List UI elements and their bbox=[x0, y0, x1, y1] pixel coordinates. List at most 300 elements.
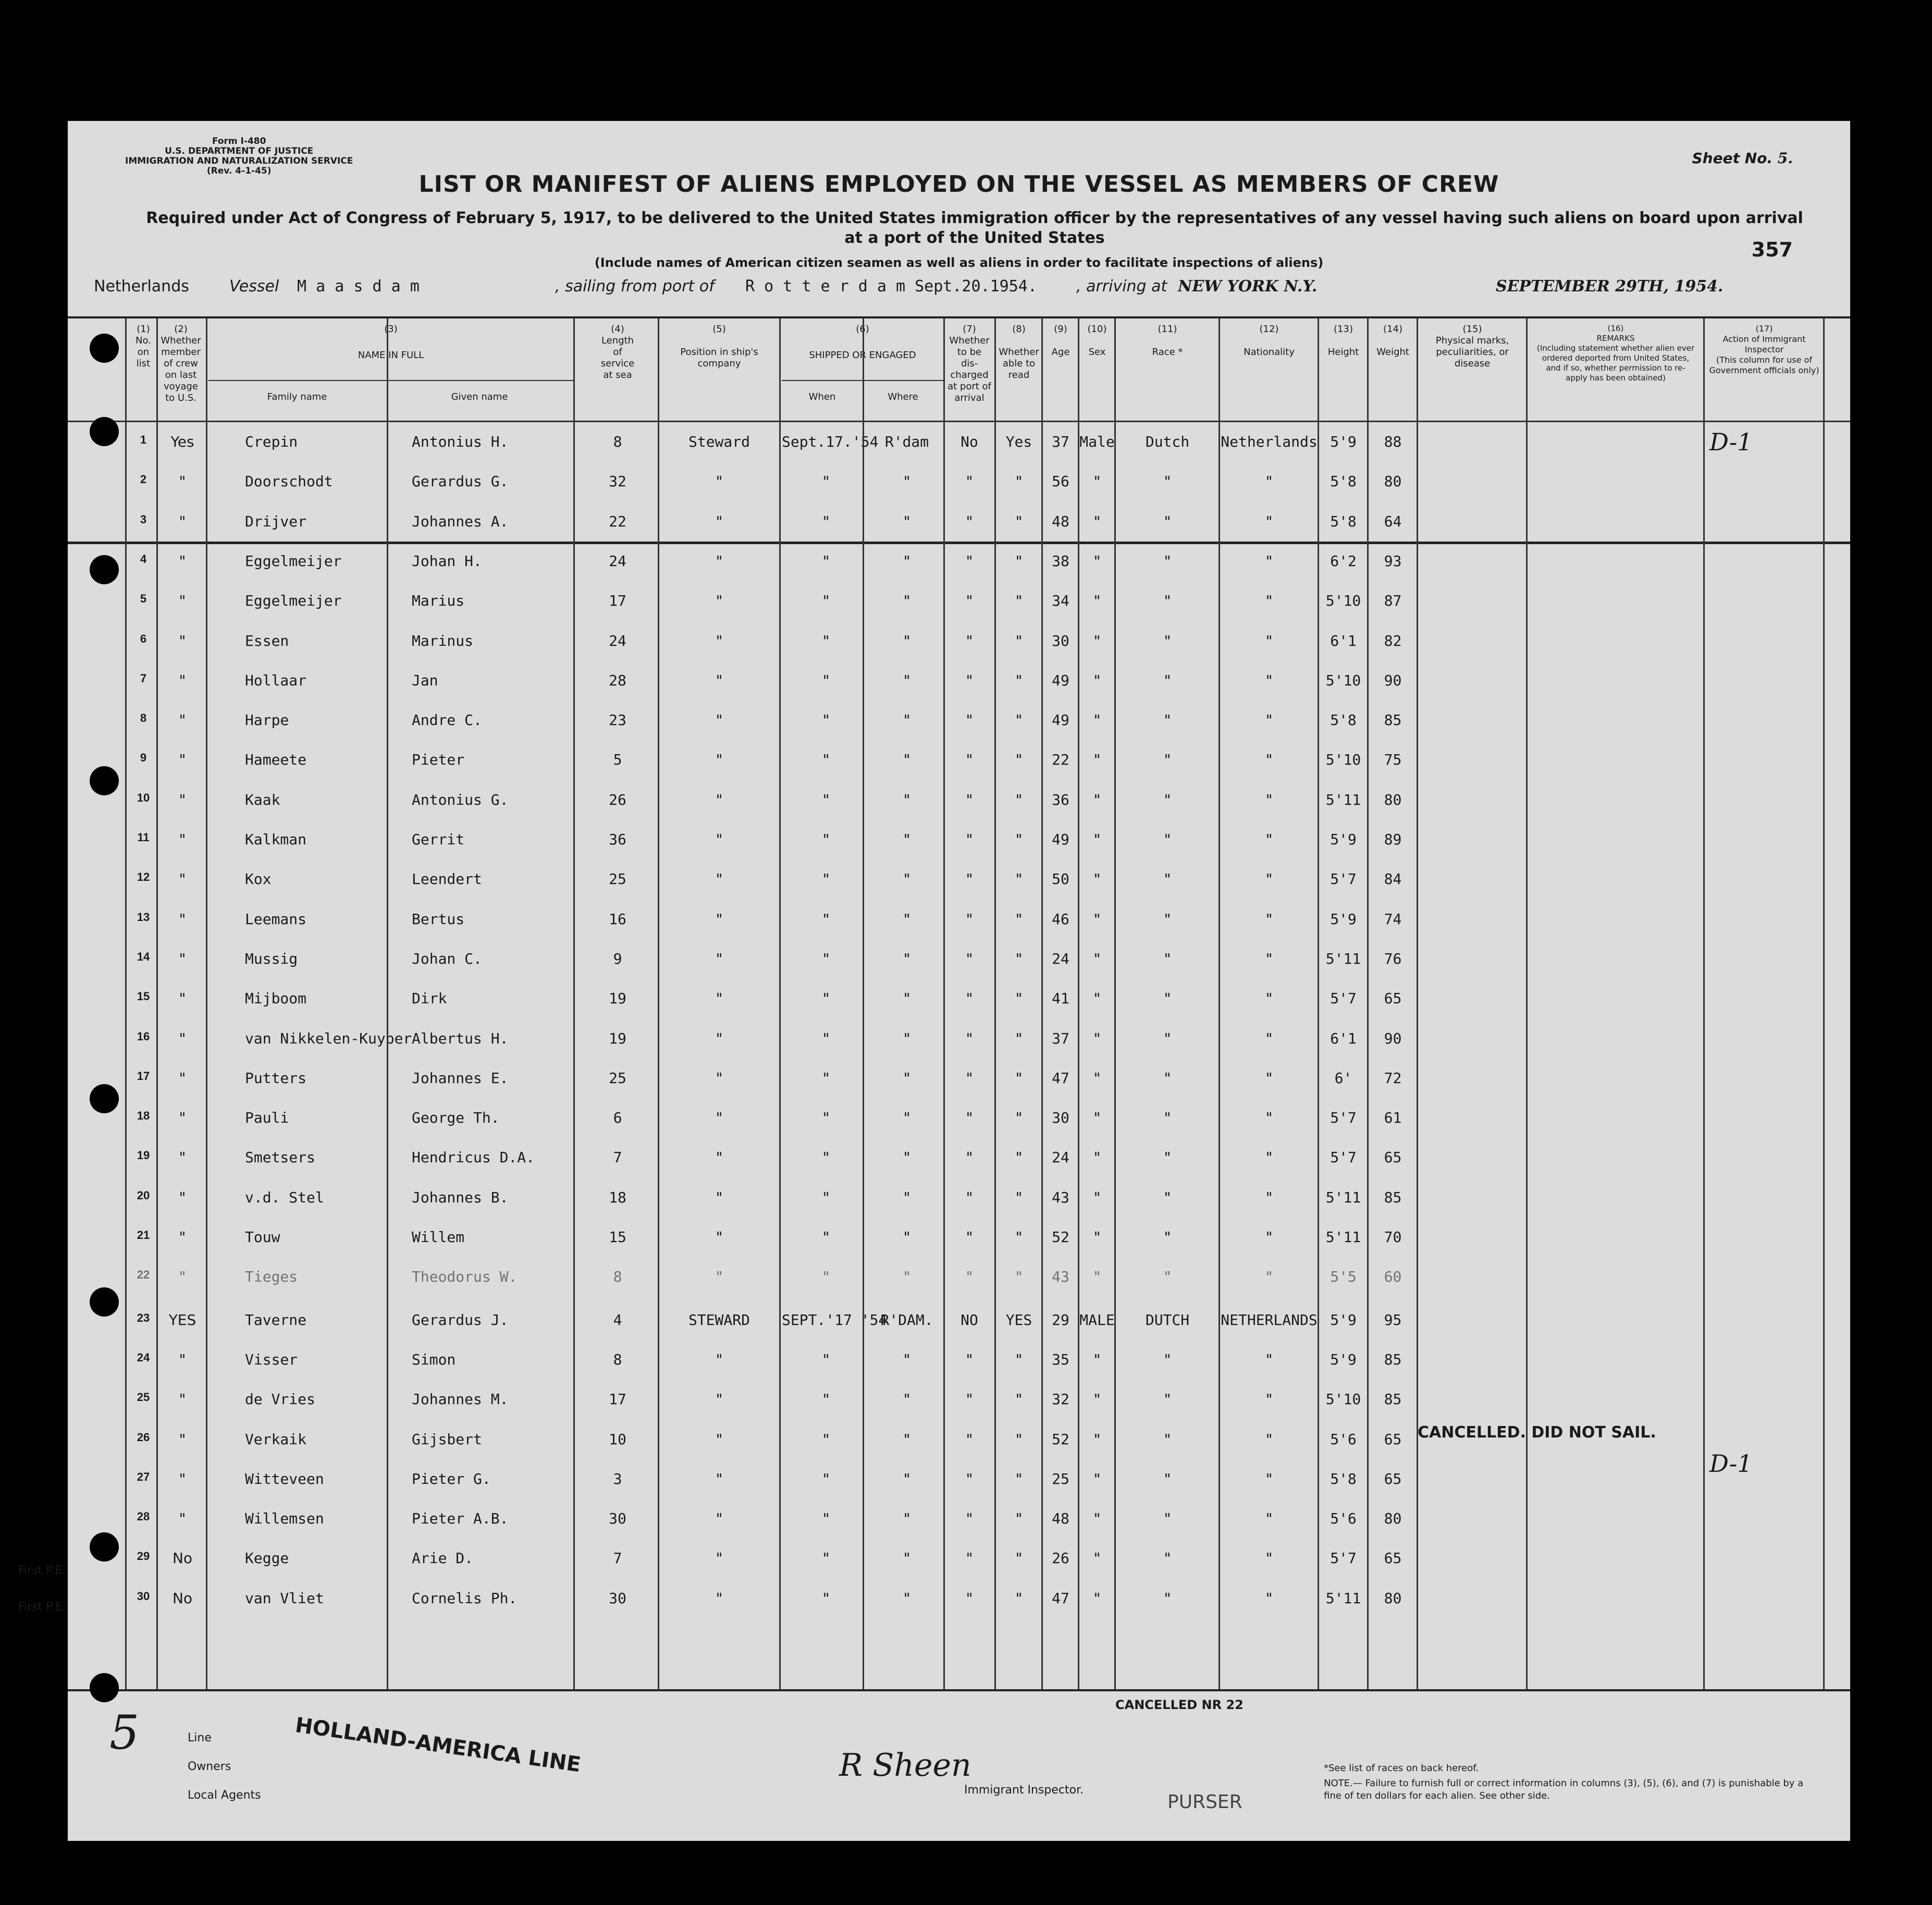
table-row bbox=[68, 1465, 1850, 1505]
cell-member: " bbox=[179, 711, 186, 729]
cell-age: 50 bbox=[1052, 870, 1069, 888]
cell-where: " bbox=[902, 632, 912, 649]
form-number: Form I-480 bbox=[212, 136, 266, 146]
cell-race: " bbox=[1163, 1268, 1172, 1286]
cell-discharged: " bbox=[965, 1391, 974, 1408]
cell-race: " bbox=[1163, 751, 1172, 769]
cell-read: " bbox=[1014, 1149, 1024, 1166]
cell-nationality: " bbox=[1264, 1029, 1274, 1047]
table-row bbox=[68, 1385, 1850, 1425]
cell-weight: 72 bbox=[1384, 1069, 1402, 1087]
cell-service: 17 bbox=[609, 1391, 626, 1408]
cell-no: 25 bbox=[137, 1391, 150, 1404]
cell-read: YES bbox=[1005, 1311, 1032, 1329]
table-row bbox=[68, 1346, 1850, 1385]
sailing-port: R o t t e r d a m Sept.20.1954. bbox=[745, 277, 1037, 296]
cell-family: Touw bbox=[245, 1228, 280, 1246]
cell-discharged: " bbox=[965, 870, 974, 888]
cell-member: " bbox=[179, 791, 186, 808]
table-row bbox=[68, 746, 1850, 785]
cell-given: Gerardus J. bbox=[412, 1311, 509, 1329]
cell-member: " bbox=[179, 870, 186, 888]
cell-member: " bbox=[179, 831, 186, 848]
races-note: *See list of races on back hereof. bbox=[1324, 1763, 1479, 1774]
margin-note-1: First P.E. bbox=[18, 1564, 66, 1577]
cell-when: " bbox=[821, 1029, 831, 1047]
cell-discharged: " bbox=[965, 1109, 974, 1127]
cell-position: STEWARD bbox=[688, 1311, 750, 1329]
cell-where: " bbox=[902, 1188, 912, 1206]
column-rule bbox=[573, 318, 575, 1689]
manifest-sheet bbox=[18, 121, 1850, 1841]
cell-weight: 65 bbox=[1384, 1149, 1402, 1166]
cell-height: 5'10 bbox=[1325, 671, 1361, 689]
column-rule bbox=[1318, 318, 1319, 1689]
cell-nationality: " bbox=[1264, 592, 1274, 610]
cell-member: " bbox=[179, 473, 186, 490]
cell-height: 5'7 bbox=[1330, 1550, 1357, 1567]
cell-race: " bbox=[1163, 711, 1172, 729]
cell-where: " bbox=[902, 1268, 912, 1286]
header-action: (17) Action of Immigrant Inspector (This column for use of Government officials only) bbox=[1709, 324, 1819, 375]
cell-nationality: " bbox=[1264, 1228, 1274, 1246]
column-rule bbox=[863, 318, 864, 1689]
cell-where: R'DAM. bbox=[880, 1311, 933, 1329]
cell-when: " bbox=[821, 791, 831, 808]
cell-height: 5'11 bbox=[1325, 950, 1361, 967]
cell-position: " bbox=[715, 592, 724, 610]
cell-no: 17 bbox=[137, 1069, 150, 1083]
cell-no: 9 bbox=[140, 751, 147, 765]
cell-where: " bbox=[902, 1149, 912, 1166]
cell-where: " bbox=[902, 592, 912, 610]
cell-no: 19 bbox=[137, 1149, 150, 1162]
cell-weight: 60 bbox=[1384, 1268, 1402, 1286]
column-rule bbox=[1114, 318, 1116, 1689]
cell-position: " bbox=[715, 1589, 724, 1607]
cell-height: 5'8 bbox=[1330, 711, 1357, 729]
cell-position: " bbox=[715, 632, 724, 649]
table-row bbox=[68, 587, 1850, 626]
cell-read: " bbox=[1014, 1268, 1024, 1286]
cell-age: 35 bbox=[1052, 1350, 1069, 1368]
cell-sex: " bbox=[1092, 1029, 1102, 1047]
cancelled-nr: CANCELLED NR 22 bbox=[1115, 1698, 1244, 1712]
cell-service: 8 bbox=[613, 433, 622, 450]
cell-read: " bbox=[1014, 592, 1024, 610]
cell-member: " bbox=[179, 1470, 186, 1488]
cell-no: 5 bbox=[140, 592, 147, 606]
cell-no: 10 bbox=[137, 791, 150, 804]
binder-hole bbox=[90, 766, 119, 795]
cell-weight: 85 bbox=[1384, 1391, 1402, 1408]
column-rule bbox=[994, 318, 996, 1689]
cell-family: Witteveen bbox=[245, 1470, 324, 1488]
cell-read: " bbox=[1014, 1109, 1024, 1127]
cell-weight: 65 bbox=[1384, 1430, 1402, 1448]
cell-where: R'dam bbox=[884, 433, 929, 450]
cell-weight: 74 bbox=[1384, 910, 1402, 928]
cell-given: Pieter bbox=[412, 751, 465, 769]
cell-height: 5'9 bbox=[1330, 1350, 1357, 1368]
agents-label: Local Agents bbox=[188, 1789, 261, 1802]
column-rule bbox=[156, 318, 158, 1689]
line-label: Line bbox=[188, 1731, 212, 1744]
cell-nationality: " bbox=[1264, 910, 1274, 928]
header-age: (9) Age bbox=[1051, 324, 1070, 358]
header-no: (1) No. on list bbox=[136, 324, 151, 369]
table-row bbox=[68, 786, 1850, 826]
cell-race: DUTCH bbox=[1145, 1311, 1190, 1329]
cell-nationality: " bbox=[1264, 1188, 1274, 1206]
cell-position: Steward bbox=[688, 433, 750, 450]
cell-service: 24 bbox=[609, 552, 626, 570]
cell-no: 1 bbox=[140, 433, 147, 446]
cell-nationality: Netherlands bbox=[1221, 433, 1318, 450]
cell-given: Johannes B. bbox=[412, 1188, 509, 1206]
cell-race: " bbox=[1163, 1188, 1172, 1206]
cell-where: " bbox=[902, 711, 912, 729]
cell-where: " bbox=[902, 1228, 912, 1246]
cell-given: Andre C. bbox=[412, 711, 482, 729]
cell-when: " bbox=[821, 950, 831, 967]
cell-discharged: " bbox=[965, 671, 974, 689]
header-when: When bbox=[808, 391, 836, 402]
cell-read: " bbox=[1014, 990, 1024, 1007]
cell-when: " bbox=[821, 512, 831, 530]
cell-weight: 95 bbox=[1384, 1311, 1402, 1329]
cell-service: 23 bbox=[609, 711, 626, 729]
cell-position: " bbox=[715, 1550, 724, 1567]
cell-nationality: " bbox=[1264, 473, 1274, 490]
table-row bbox=[68, 1584, 1850, 1624]
header-sex: (10) Sex bbox=[1087, 324, 1107, 358]
cell-given: Leendert bbox=[412, 870, 482, 888]
binder-hole bbox=[90, 1287, 119, 1317]
cell-no: 28 bbox=[137, 1510, 150, 1523]
cell-height: 5'7 bbox=[1330, 1149, 1357, 1166]
cell-where: " bbox=[902, 1510, 912, 1528]
cell-discharged: " bbox=[965, 1268, 974, 1286]
cell-family: Doorschodt bbox=[245, 473, 333, 490]
cell-when: " bbox=[821, 1350, 831, 1368]
cell-given: Antonius G. bbox=[412, 791, 509, 808]
column-rule bbox=[206, 318, 207, 1689]
cell-where: " bbox=[902, 1391, 912, 1408]
table-row bbox=[68, 1223, 1850, 1263]
cell-read: " bbox=[1014, 791, 1024, 808]
form-rev: (Rev. 4-1-45) bbox=[206, 166, 272, 176]
cell-nationality: " bbox=[1264, 552, 1274, 570]
cell-weight: 93 bbox=[1384, 552, 1402, 570]
cell-weight: 85 bbox=[1384, 1188, 1402, 1206]
cell-no: 2 bbox=[140, 473, 147, 486]
cell-given: Simon bbox=[412, 1350, 456, 1368]
cell-sex: Male bbox=[1079, 433, 1115, 450]
cell-no: 20 bbox=[137, 1188, 150, 1202]
cell-race: " bbox=[1163, 1470, 1172, 1488]
cell-given: Willem bbox=[412, 1228, 465, 1246]
cell-service: 30 bbox=[609, 1510, 626, 1528]
cell-service: 24 bbox=[609, 632, 626, 649]
cell-race: " bbox=[1163, 671, 1172, 689]
cell-given: Bertus bbox=[412, 910, 465, 928]
cell-age: 36 bbox=[1052, 791, 1069, 808]
cell-weight: 65 bbox=[1384, 990, 1402, 1007]
cell-given: Pieter G. bbox=[412, 1470, 491, 1488]
cell-sex: " bbox=[1092, 990, 1102, 1007]
inspector-signature: R Sheen bbox=[839, 1747, 971, 1784]
cell-read: " bbox=[1014, 671, 1024, 689]
cell-race: " bbox=[1163, 870, 1172, 888]
cell-no: 11 bbox=[137, 831, 150, 844]
cell-nationality: " bbox=[1264, 1391, 1274, 1408]
cell-race: " bbox=[1163, 1069, 1172, 1087]
cell-position: " bbox=[715, 711, 724, 729]
cell-no: 6 bbox=[140, 632, 147, 645]
cell-read: " bbox=[1014, 950, 1024, 967]
cell-family: Kegge bbox=[245, 1550, 289, 1567]
table-row bbox=[68, 1306, 1850, 1346]
cell-discharged: " bbox=[965, 711, 974, 729]
form-header bbox=[125, 137, 353, 176]
cell-service: 25 bbox=[609, 870, 626, 888]
cell-family: v.d. Stel bbox=[245, 1188, 324, 1206]
cell-weight: 85 bbox=[1384, 1350, 1402, 1368]
cell-discharged: " bbox=[965, 1188, 974, 1206]
cell-when: " bbox=[821, 1510, 831, 1528]
cell-discharged: " bbox=[965, 950, 974, 967]
cell-height: 5'8 bbox=[1330, 1470, 1357, 1488]
cell-where: " bbox=[902, 990, 912, 1007]
margin-note-2: First P.E. bbox=[18, 1601, 66, 1614]
cell-height: 5'10 bbox=[1325, 1391, 1361, 1408]
header-name-in-full: NAME IN FULL bbox=[358, 350, 424, 361]
cell-no: 18 bbox=[137, 1109, 150, 1123]
cell-weight: 76 bbox=[1384, 950, 1402, 967]
cell-family: Kaak bbox=[245, 791, 280, 808]
cell-given: Cornelis Ph. bbox=[412, 1589, 518, 1607]
cell-sex: " bbox=[1092, 1069, 1102, 1087]
cell-race: " bbox=[1163, 990, 1172, 1007]
cell-member: " bbox=[179, 1109, 186, 1127]
cell-race: " bbox=[1163, 592, 1172, 610]
cell-member: " bbox=[179, 671, 186, 689]
cell-family: Eggelmeijer bbox=[245, 552, 342, 570]
cell-read: " bbox=[1014, 831, 1024, 848]
cell-no: 27 bbox=[137, 1470, 150, 1483]
cell-position: " bbox=[715, 1228, 724, 1246]
table-row bbox=[68, 1144, 1850, 1183]
cell-race: " bbox=[1163, 1350, 1172, 1368]
cell-member: " bbox=[179, 512, 186, 530]
cell-age: 32 bbox=[1052, 1391, 1069, 1408]
cell-position: " bbox=[715, 1350, 724, 1368]
cell-race: " bbox=[1163, 1029, 1172, 1047]
cell-race: Dutch bbox=[1145, 433, 1190, 450]
cell-sex: " bbox=[1092, 1510, 1102, 1528]
cell-when: " bbox=[821, 1470, 831, 1488]
table-row bbox=[68, 865, 1850, 905]
cell-weight: 85 bbox=[1384, 711, 1402, 729]
cell-sex: " bbox=[1092, 1149, 1102, 1166]
cell-sex: " bbox=[1092, 473, 1102, 490]
cell-no: 30 bbox=[137, 1589, 150, 1603]
cell-where: " bbox=[902, 910, 912, 928]
cell-member: " bbox=[179, 1350, 186, 1368]
header-nationality: (12) Nationality bbox=[1244, 324, 1295, 358]
cell-service: 36 bbox=[609, 831, 626, 848]
cell-position: " bbox=[715, 1149, 724, 1166]
cell-weight: 75 bbox=[1384, 751, 1402, 769]
cell-member: No bbox=[172, 1550, 193, 1567]
cell-where: " bbox=[902, 831, 912, 848]
cell-when: " bbox=[821, 1228, 831, 1246]
cell-member: " bbox=[179, 632, 186, 649]
cell-position: " bbox=[715, 1069, 724, 1087]
cell-service: 7 bbox=[613, 1149, 622, 1166]
cell-family: Crepin bbox=[245, 433, 298, 450]
cell-weight: 80 bbox=[1384, 1510, 1402, 1528]
cell-discharged: " bbox=[965, 1510, 974, 1528]
cell-age: 49 bbox=[1052, 831, 1069, 848]
cell-race: " bbox=[1163, 831, 1172, 848]
cell-read: " bbox=[1014, 512, 1024, 530]
column-rule bbox=[1703, 318, 1705, 1689]
column-rule bbox=[943, 318, 945, 1689]
cell-age: 24 bbox=[1052, 1149, 1069, 1166]
cell-service: 4 bbox=[613, 1311, 622, 1329]
cell-when: " bbox=[821, 1149, 831, 1166]
cell-race: " bbox=[1163, 1149, 1172, 1166]
cell-sex: " bbox=[1092, 1470, 1102, 1488]
cell-sex: " bbox=[1092, 711, 1102, 729]
column-rule bbox=[1367, 318, 1369, 1689]
cell-family: Pauli bbox=[245, 1109, 289, 1127]
cell-age: 41 bbox=[1052, 990, 1069, 1007]
cell-service: 19 bbox=[609, 990, 626, 1007]
cell-age: 29 bbox=[1052, 1311, 1069, 1329]
cell-no: 8 bbox=[140, 711, 147, 725]
cell-member: " bbox=[179, 1268, 186, 1286]
cell-where: " bbox=[902, 1430, 912, 1448]
cell-height: 5'8 bbox=[1330, 512, 1357, 530]
cell-member: " bbox=[179, 552, 186, 570]
cell-position: " bbox=[715, 1109, 724, 1127]
cell-where: " bbox=[902, 1069, 912, 1087]
cell-read: " bbox=[1014, 632, 1024, 649]
cell-race: " bbox=[1163, 552, 1172, 570]
cell-family: Tieges bbox=[245, 1268, 298, 1286]
cell-service: 7 bbox=[613, 1550, 622, 1567]
header-read: (8) Whether able to read bbox=[999, 324, 1039, 380]
header-position: (5) Position in ship's company bbox=[680, 324, 758, 369]
cell-read: " bbox=[1014, 1589, 1024, 1607]
header-member: (2) Whether member of crew on last voyage to U.S. bbox=[161, 324, 201, 403]
table-row bbox=[68, 905, 1850, 945]
cell-sex: MALE bbox=[1079, 1311, 1115, 1329]
header-physical-marks: (15) Physical marks, peculiarities, or disease bbox=[1435, 324, 1509, 369]
cell-when: " bbox=[821, 1550, 831, 1567]
cell-no: 13 bbox=[137, 910, 150, 924]
cell-service: 8 bbox=[613, 1268, 622, 1286]
header-divider bbox=[68, 421, 1850, 422]
cell-member: YES bbox=[168, 1311, 196, 1329]
table-row bbox=[68, 1064, 1850, 1104]
cell-height: 6'1 bbox=[1330, 632, 1357, 649]
cell-sex: " bbox=[1092, 1188, 1102, 1206]
cell-weight: 84 bbox=[1384, 870, 1402, 888]
column-rule bbox=[1041, 318, 1043, 1689]
table-row bbox=[68, 985, 1850, 1024]
cell-where: " bbox=[902, 473, 912, 490]
cell-given: Johan H. bbox=[412, 552, 482, 570]
cell-race: " bbox=[1163, 1550, 1172, 1567]
cell-no: 26 bbox=[137, 1430, 150, 1444]
cell-where: " bbox=[902, 1470, 912, 1488]
table-row bbox=[68, 706, 1850, 746]
cell-height: 5'9 bbox=[1330, 433, 1357, 450]
cell-age: 34 bbox=[1052, 592, 1069, 610]
cell-family: Kalkman bbox=[245, 831, 307, 848]
cell-member: " bbox=[179, 1188, 186, 1206]
vessel-name: M a a s d a m bbox=[297, 277, 420, 296]
cell-race: " bbox=[1163, 950, 1172, 967]
cell-discharged: " bbox=[965, 1470, 974, 1488]
cell-discharged: No bbox=[961, 433, 978, 450]
cell-discharged: " bbox=[965, 552, 974, 570]
cell-family: Hameete bbox=[245, 751, 307, 769]
cell-member: " bbox=[179, 1149, 186, 1166]
sheet-number bbox=[1692, 150, 1793, 167]
cell-height: 6'1 bbox=[1330, 1029, 1357, 1047]
cell-age: 37 bbox=[1052, 1029, 1069, 1047]
cell-height: 5'11 bbox=[1325, 1228, 1361, 1246]
cell-race: " bbox=[1163, 1109, 1172, 1127]
cell-given: Gerardus G. bbox=[412, 473, 509, 490]
cell-weight: 88 bbox=[1384, 433, 1402, 450]
cell-position: " bbox=[715, 1188, 724, 1206]
cell-position: " bbox=[715, 870, 724, 888]
cell-member: Yes bbox=[170, 433, 194, 450]
cell-race: " bbox=[1163, 473, 1172, 490]
cell-when: " bbox=[821, 671, 831, 689]
cell-height: 5'11 bbox=[1325, 1188, 1361, 1206]
cell-given: Albertus H. bbox=[412, 1029, 509, 1047]
cell-age: 22 bbox=[1052, 751, 1069, 769]
cell-sex: " bbox=[1092, 831, 1102, 848]
cell-member: " bbox=[179, 592, 186, 610]
cell-sex: " bbox=[1092, 1109, 1102, 1127]
header-weight: (14) Weight bbox=[1376, 324, 1409, 358]
column-rule bbox=[1219, 318, 1220, 1689]
cell-height: 5'8 bbox=[1330, 473, 1357, 490]
cell-discharged: " bbox=[965, 910, 974, 928]
cell-no: 15 bbox=[137, 990, 150, 1003]
column-rule bbox=[1417, 318, 1418, 1689]
cell-service: 32 bbox=[609, 473, 626, 490]
cell-read: " bbox=[1014, 751, 1024, 769]
cell-age: 38 bbox=[1052, 552, 1069, 570]
cell-member: " bbox=[179, 751, 186, 769]
cell-sex: " bbox=[1092, 1350, 1102, 1368]
form-service: IMMIGRATION AND NATURALIZATION SERVICE bbox=[125, 156, 353, 166]
cell-where: " bbox=[902, 1109, 912, 1127]
column-rule bbox=[1823, 318, 1825, 1689]
cell-height: 5'9 bbox=[1330, 910, 1357, 928]
cell-family: van Vliet bbox=[245, 1589, 324, 1607]
vessel-flag: Netherlands bbox=[94, 277, 189, 296]
